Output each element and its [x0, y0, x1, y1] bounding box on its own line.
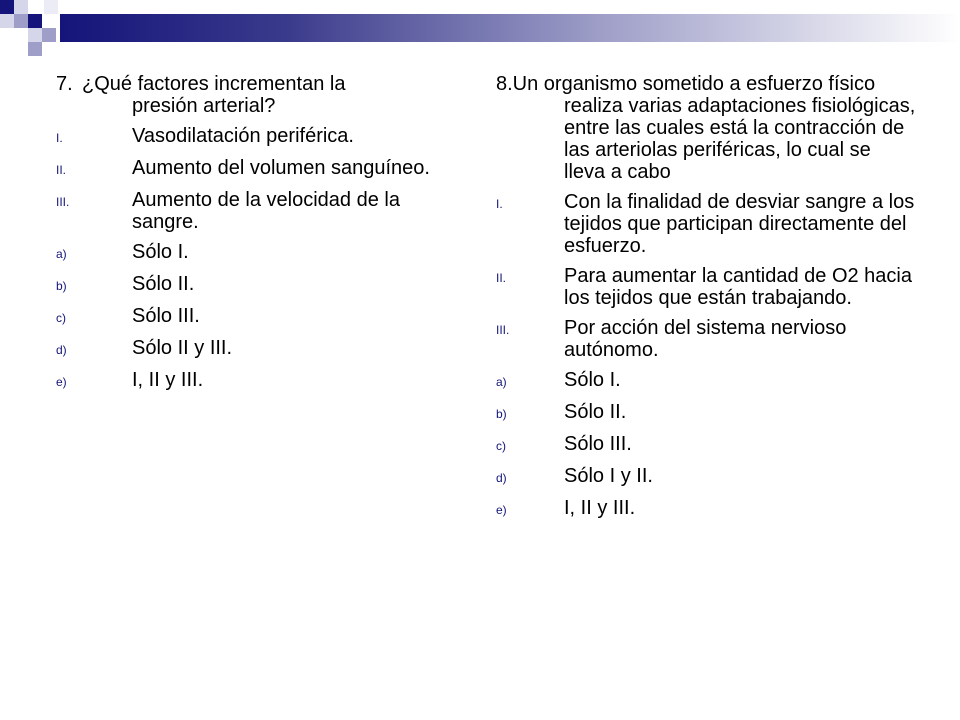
answer-option	[56, 241, 466, 265]
question-text: 8.Un organismo sometido a esfuerzo físico realiza varias adaptaciones fisiológicas, entre las cuales está la contracción de las arteriolas periféricas, lo cual se lleva a cabo	[496, 73, 916, 183]
option-text: I, II y III.	[132, 369, 204, 391]
statement-list	[496, 191, 916, 361]
option-marker: d)	[496, 471, 507, 485]
option-marker: b)	[496, 407, 507, 421]
header-square	[28, 14, 42, 28]
option-list	[56, 241, 466, 393]
statement-marker: II.	[56, 163, 67, 177]
option-text: Sólo II.	[564, 401, 627, 423]
question-text-line: ¿Qué factores incrementan la	[82, 73, 346, 95]
header-square	[42, 28, 56, 42]
statement-text: Aumento de la velocidad de la sangre.	[132, 189, 400, 233]
header-square	[14, 14, 28, 28]
answer-option	[56, 273, 466, 297]
statement-marker: III.	[56, 195, 70, 209]
option-text: Sólo I y II.	[564, 465, 653, 487]
answer-option	[56, 337, 466, 361]
option-marker: c)	[496, 439, 506, 453]
answer-option	[496, 465, 916, 489]
answer-option	[496, 369, 916, 393]
option-marker: a)	[56, 247, 67, 261]
option-text: Sólo I.	[564, 369, 621, 391]
option-text: Sólo II y III.	[132, 337, 233, 359]
statement-item	[56, 157, 466, 181]
option-marker: e)	[496, 503, 507, 517]
question-7	[56, 73, 466, 401]
statement-marker: I.	[56, 131, 63, 145]
option-marker: e)	[56, 375, 67, 389]
statement-marker: II.	[496, 271, 507, 285]
statement-list	[56, 125, 466, 233]
option-text: Sólo II.	[132, 273, 195, 295]
statement-item	[496, 317, 916, 361]
header-square	[0, 14, 14, 28]
statement-text: Para aumentar la cantidad de O2 hacia los tejidos que están trabajando.	[564, 265, 912, 309]
answer-option	[496, 433, 916, 457]
answer-option	[496, 497, 916, 521]
option-marker: c)	[56, 311, 66, 325]
header-square	[44, 0, 58, 14]
answer-option	[56, 305, 466, 329]
answer-option	[496, 401, 916, 425]
header-gradient-bar	[60, 14, 960, 42]
header-square	[28, 28, 42, 42]
statement-marker: I.	[496, 197, 503, 211]
statement-text: Con la finalidad de desviar sangre a los tejidos que participan directamente del esfuerzo.	[564, 191, 915, 257]
statement-item	[56, 189, 466, 233]
statement-item	[496, 265, 916, 309]
statement-text: Por acción del sistema nervioso autónomo.	[564, 317, 847, 361]
option-text: Sólo III.	[132, 305, 200, 327]
question-8	[496, 73, 916, 529]
option-text: I, II y III.	[564, 497, 636, 519]
option-marker: b)	[56, 279, 67, 293]
question-title	[56, 73, 466, 117]
option-list	[496, 369, 916, 521]
statement-marker: III.	[496, 323, 510, 337]
statement-item	[56, 125, 466, 149]
option-marker: d)	[56, 343, 67, 357]
question-text-line: presión arterial?	[132, 95, 276, 117]
question-number: 7.	[56, 73, 73, 95]
statement-text: Aumento del volumen sanguíneo.	[132, 157, 430, 179]
option-text: Sólo I.	[132, 241, 189, 263]
option-marker: a)	[496, 375, 507, 389]
answer-option	[56, 369, 466, 393]
header-square	[14, 0, 28, 14]
header-square	[28, 42, 42, 56]
header-square	[0, 0, 14, 14]
option-text: Sólo III.	[564, 433, 632, 455]
statement-item	[496, 191, 916, 257]
question-title	[496, 73, 916, 183]
statement-text: Vasodilatación periférica.	[132, 125, 354, 147]
